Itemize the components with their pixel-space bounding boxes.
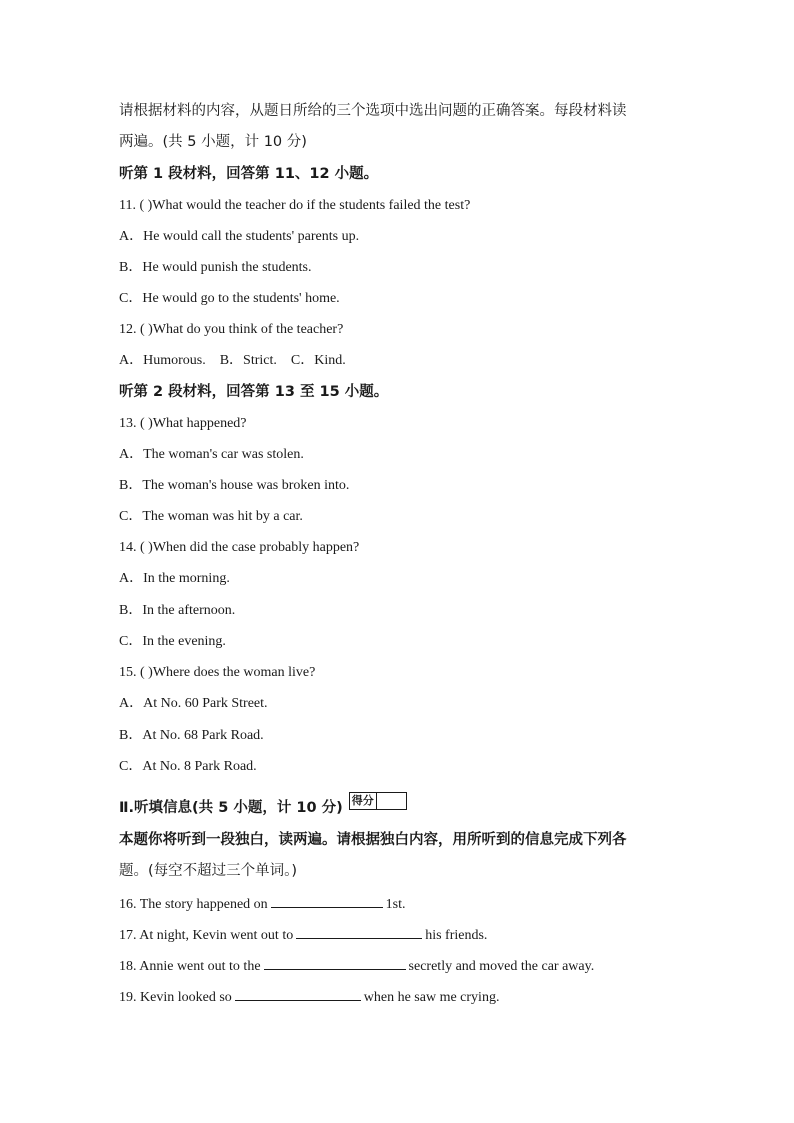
q19-row	[119, 986, 499, 1008]
q18-text-after: secretly and moved the car away.	[408, 959, 595, 974]
q17-text-after: his friends.	[425, 928, 488, 943]
instruction-line-2: 两遍。(共 5 小题，计 10 分)	[119, 134, 307, 150]
q17-row	[119, 924, 487, 946]
q14-option-b: B．In the afternoon.	[119, 603, 236, 618]
q13-option-a: A．The woman's car was stolen.	[119, 447, 304, 462]
instruction-line-1: 请根据材料的内容，从题日所给的三个选项中选出问题的正确答案。每段材料读	[119, 103, 627, 119]
q15-stem: 15. ( )Where does the woman live?	[119, 665, 316, 680]
q15-option-a: A．At No. 60 Park Street.	[119, 696, 268, 711]
q17-text: 17. At night, Kevin went out to	[119, 928, 294, 943]
q14-option-a: A．In the morning.	[119, 571, 230, 586]
q18-text: 18. Annie went out to the	[119, 959, 261, 974]
q19-text-after: when he saw me crying.	[363, 990, 500, 1005]
q18-row	[119, 955, 594, 977]
section1-header: 听第 1 段材料，回答第 11、12 小题。	[119, 166, 379, 182]
q18-blank[interactable]	[264, 955, 406, 970]
q16-row	[119, 893, 406, 915]
section2-header: 听第 2 段材料，回答第 13 至 15 小题。	[119, 384, 389, 400]
q11-stem: 11. ( )What would the teacher do if the students failed the test?	[119, 198, 471, 213]
part2-intro-line-1: 本题你将听到一段独白，读两遍。请根据独白内容，用所听到的信息完成下列各	[119, 832, 627, 848]
q16-blank[interactable]	[271, 893, 383, 908]
q17-blank[interactable]	[296, 924, 422, 939]
score-label: 得分	[350, 793, 377, 809]
part2-title-row	[119, 792, 407, 818]
q15-option-c: C．At No. 8 Park Road.	[119, 759, 257, 774]
q12-options: A．Humorous. B．Strict. C．Kind.	[119, 353, 346, 368]
q11-option-c: C．He would go to the students' home.	[119, 291, 340, 306]
q16-text-after: 1st.	[385, 897, 406, 912]
q11-option-b: B．He would punish the students.	[119, 260, 312, 275]
q19-text: 19. Kevin looked so	[119, 990, 232, 1005]
q13-stem: 13. ( )What happened?	[119, 416, 247, 431]
q11-option-a: A．He would call the students' parents up.	[119, 229, 360, 244]
q14-stem: 14. ( )When did the case probably happen?	[119, 540, 360, 555]
q13-option-b: B．The woman's house was broken into.	[119, 478, 350, 493]
q12-stem: 12. ( )What do you think of the teacher?	[119, 322, 344, 337]
score-box[interactable]	[349, 792, 407, 810]
q19-blank[interactable]	[235, 986, 361, 1001]
q15-option-b: B．At No. 68 Park Road.	[119, 728, 264, 743]
q14-option-c: C．In the evening.	[119, 634, 226, 649]
q16-text: 16. The story happened on	[119, 897, 268, 912]
q13-option-c: C．The woman was hit by a car.	[119, 509, 303, 524]
part2-intro-line-2: 题。(每空不超过三个单词。)	[119, 863, 298, 879]
part2-title: Ⅱ.听填信息(共 5 小题，计 10 分)	[119, 800, 343, 816]
